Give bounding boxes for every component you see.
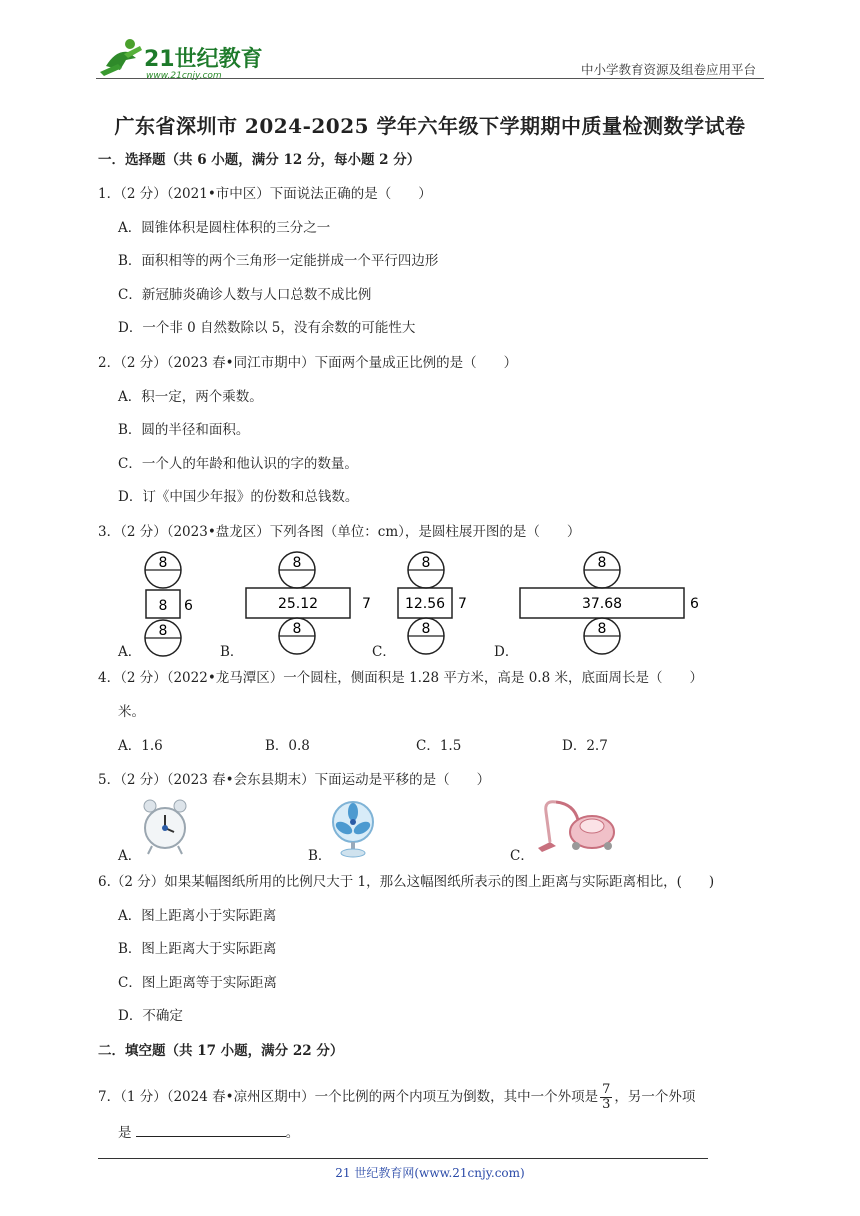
q7-stem-tail: ，另一个外项 xyxy=(614,1089,696,1105)
exam-title: 广东省深圳市 2024-2025 学年六年级下学期期中质量检测数学试卷 xyxy=(114,114,746,138)
svg-text:8: 8 xyxy=(421,555,431,571)
q3-figure-b xyxy=(240,550,380,660)
q1-option-c: C．新冠肺炎确诊人数与人口总数不成比例 xyxy=(118,287,372,303)
svg-text:8: 8 xyxy=(158,555,168,571)
question-1-stem: 1．（2 分）（2021•市中区）下面说法正确的是（ ） xyxy=(98,186,432,202)
q6-option-b: B．图上距离大于实际距离 xyxy=(118,941,277,957)
q1-option-a: A．圆锥体积是圆柱体积的三分之一 xyxy=(118,220,331,236)
svg-text:12.56: 12.56 xyxy=(404,596,446,612)
q3-figure-c xyxy=(392,550,482,660)
section-2-heading: 二．填空题（共 17 小题，满分 22 分） xyxy=(98,1043,344,1059)
q2-option-b: B．圆的半径和面积。 xyxy=(118,422,250,438)
svg-text:6: 6 xyxy=(690,596,699,612)
section-1-heading: 一．选择题（共 6 小题，满分 12 分，每小题 2 分） xyxy=(98,152,421,168)
q6-option-c: C．图上距离等于实际距离 xyxy=(118,975,277,991)
question-5-stem: 5．（2 分）（2023 春•会东县期末）下面运动是平移的是（ ） xyxy=(98,772,491,788)
question-4-stem: 4．（2 分）（2022•龙马潭区）一个圆柱，侧面积是 1.28 平方米，高是 0.8 米，底面周长是（ ） xyxy=(98,670,703,686)
question-6-stem: 6.（2 分）如果某幅图纸所用的比例尺大于 1，那么这幅图纸所表示的图上距离与实际距离相比，( ) xyxy=(98,874,715,890)
svg-text:37.68: 37.68 xyxy=(581,596,623,612)
q3-label-d: D． xyxy=(494,644,519,660)
q2-option-a: A．积一定，两个乘数。 xyxy=(118,389,263,405)
q4-option-a: A．1.6 xyxy=(118,738,163,754)
svg-text:8: 8 xyxy=(597,555,607,571)
q6-option-a: A．图上距离小于实际距离 xyxy=(118,908,277,924)
q7-fraction: $\frac{7}{3}$ xyxy=(602,1082,611,1112)
q4-option-b: B．0.8 xyxy=(265,738,310,754)
svg-text:8: 8 xyxy=(292,555,302,571)
question-4-stem-cont: 米。 xyxy=(118,704,145,720)
q7-answer-blank[interactable] xyxy=(136,1122,286,1137)
q2-option-c: C．一个人的年龄和他认识的字的数量。 xyxy=(118,456,358,472)
q3-label-a: A． xyxy=(118,644,142,660)
svg-text:7: 7 xyxy=(458,596,467,612)
svg-text:www.21cnjy.com: www.21cnjy.com xyxy=(146,71,222,80)
svg-text:8: 8 xyxy=(158,598,168,614)
q3-figure-d xyxy=(514,550,714,660)
vacuum-cleaner-icon xyxy=(534,796,618,856)
q5-label-b: B． xyxy=(308,848,332,864)
svg-text:8: 8 xyxy=(421,621,431,637)
q6-option-d: D．不确定 xyxy=(118,1008,183,1024)
footer-source: 21 世纪教育网(www.21cnjy.com) xyxy=(335,1166,525,1180)
q3-label-b: B． xyxy=(220,644,244,660)
site-logo xyxy=(96,36,266,80)
q2-option-d: D．订《中国少年报》的份数和总钱数。 xyxy=(118,489,359,505)
q1-option-d: D．一个非 0 自然数除以 5，没有余数的可能性大 xyxy=(118,320,416,336)
q3-label-c: C． xyxy=(372,644,396,660)
q5-label-c: C． xyxy=(510,848,534,864)
electric-fan-icon xyxy=(330,800,376,858)
q1-option-b: B．面积相等的两个三角形一定能拼成一个平行四边形 xyxy=(118,253,439,269)
svg-text:8: 8 xyxy=(597,621,607,637)
svg-text:7: 7 xyxy=(362,596,371,612)
q5-label-a: A． xyxy=(118,848,142,864)
q3-figure-a xyxy=(140,550,200,660)
question-7-answer-line: 是 。 xyxy=(118,1122,299,1143)
svg-text:8: 8 xyxy=(158,623,168,639)
question-2-stem: 2．（2 分）（2023 春•同江市期中）下面两个量成正比例的是（ ） xyxy=(98,355,518,371)
q4-option-c: C．1.5 xyxy=(416,738,462,754)
runner-logo-icon xyxy=(96,36,266,80)
svg-text:6: 6 xyxy=(184,598,193,614)
question-3-stem: 3．（2 分）（2023•盘龙区）下列各图（单位：cm），是圆柱展开图的是（ ） xyxy=(98,524,581,540)
svg-text:25.12: 25.12 xyxy=(277,596,319,612)
svg-text:21世纪教育: 21世纪教育 xyxy=(144,47,263,72)
q7-stem-text: 7．（1 分）（2024 春•凉州区期中）一个比例的两个内项互为倒数，其中一个外项是 xyxy=(98,1089,599,1105)
q4-option-d: D．2.7 xyxy=(562,738,608,754)
header-divider xyxy=(96,78,764,79)
footer-divider xyxy=(98,1158,708,1159)
question-7-stem xyxy=(98,1082,695,1112)
svg-text:8: 8 xyxy=(292,621,302,637)
alarm-clock-icon xyxy=(140,798,190,856)
platform-name: 中小学教育资源及组卷应用平台 xyxy=(580,62,756,77)
